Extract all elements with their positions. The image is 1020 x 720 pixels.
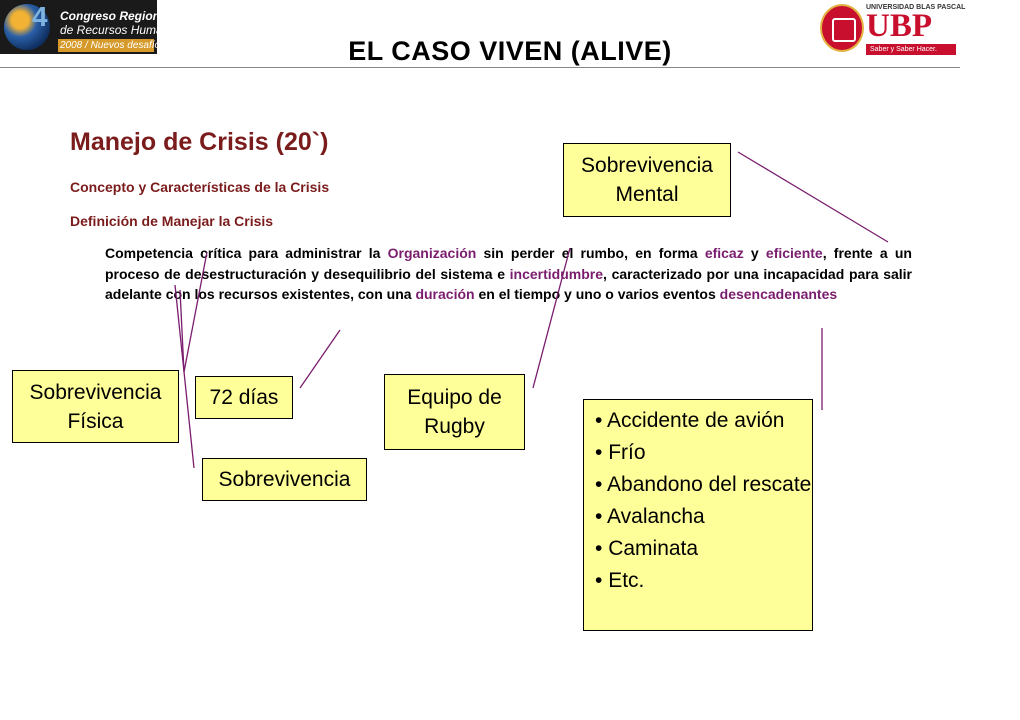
connector-mental — [738, 152, 888, 242]
section-title: Manejo de Crisis (20`) — [70, 128, 329, 156]
callout-line: Sobrevivencia — [581, 154, 713, 177]
logo-line-3: 2008 / Nuevos desafíos — [60, 40, 166, 51]
list-item: • Avalancha — [595, 501, 812, 533]
connector-72-dias — [300, 330, 340, 388]
list-item: • Abandono del rescate — [595, 469, 812, 501]
subtitle-definition: Definición de Manejar la Crisis — [70, 213, 274, 229]
callout-sobrevivencia-fisica — [12, 370, 179, 443]
callout-line: Sobrevivencia — [29, 380, 162, 404]
paragraph-text: , caracterizado por una incapacidad para salir adelante con los recursos existentes, con una — [105, 265, 912, 302]
list-item: • Frío — [595, 437, 812, 469]
callout-line: Física — [67, 409, 124, 433]
university-seal-icon — [820, 4, 864, 52]
callout-line: Mental — [615, 183, 679, 206]
callout-sobrevivencia-mental — [563, 143, 731, 217]
paragraph-text: en el tiempo y uno o varios eventos — [474, 286, 720, 302]
highlighted-term: eficaz — [704, 245, 744, 261]
university-logo — [814, 0, 966, 60]
logo-line-2: de Recursos Humanos — [60, 23, 183, 37]
paragraph-text: Competencia crítica para administrar la — [105, 245, 388, 261]
header-divider — [0, 67, 960, 68]
list-item: • Etc. — [595, 565, 812, 597]
callout-line: Equipo de — [407, 386, 502, 409]
university-acronym: UBP — [866, 8, 932, 44]
page-title: EL CASO VIVEN (ALIVE) — [348, 36, 672, 66]
logo-line-1: Congreso Regional — [60, 9, 171, 23]
highlighted-term: duración — [415, 286, 475, 302]
paragraph-text: , frente a un proceso de desestructuración y desequilibrio del sistema e — [105, 245, 912, 282]
callout-line: Rugby — [424, 415, 485, 438]
callout-line: Sobrevivencia — [218, 467, 351, 491]
university-name: UNIVERSIDAD BLAS PASCAL — [866, 4, 966, 11]
logo-number: 4 — [32, 1, 48, 32]
callout-line: 72 días — [209, 385, 279, 409]
callout-72-dias — [195, 376, 293, 419]
list-item: • Accidente de avión — [595, 405, 812, 437]
subtitle-concept: Concepto y Características de la Crisis — [70, 179, 330, 195]
university-motto: Saber y Saber Hacer. — [866, 44, 956, 55]
paragraph-text: y — [743, 245, 766, 261]
callout-sobrevivencia — [202, 458, 367, 501]
highlighted-term: incertidumbre — [509, 265, 604, 282]
highlighted-term: Organización — [387, 245, 477, 261]
paragraph-text: sin perder el rumbo, en forma — [476, 245, 705, 261]
definition-paragraph — [105, 243, 912, 305]
list-item: • Caminata — [595, 533, 812, 565]
highlighted-term: desencadenantes — [719, 286, 838, 302]
highlighted-term: eficiente — [765, 245, 823, 261]
callout-equipo-rugby — [384, 374, 525, 450]
callout-event-list — [583, 399, 813, 631]
